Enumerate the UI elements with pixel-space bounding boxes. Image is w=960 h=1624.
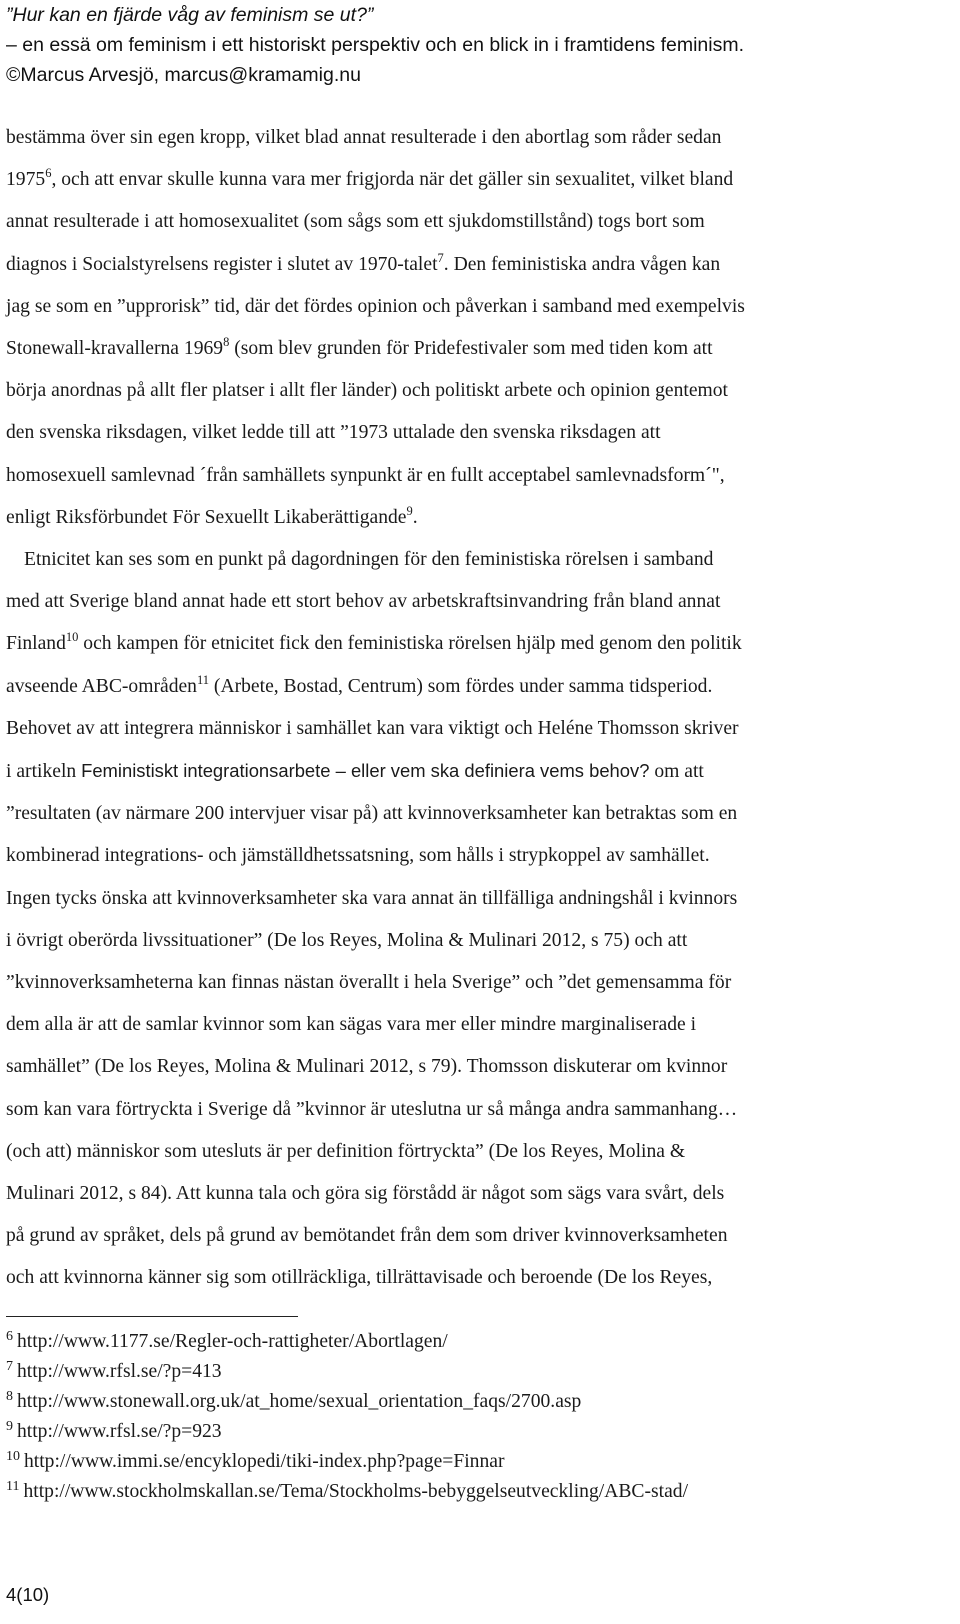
text-line: 1975$^6$, och att envar skulle kunna vara mer frigjorda när det gäller sin sexualitet, vilket bland [6,166,734,191]
text-line: den svenska riksdagen, vilket ledde till att ”1973 uttalade den svenska riksdagen att [6,422,661,444]
footnote-ref[interactable]: 10 [65,630,79,645]
footnote-10: $^{10}$ http://www.immi.se/encyklopedi/tiki-index.php?page=Finnar [6,1449,505,1472]
text-line: kombinerad integrations- och jämställdhetssatsning, som hålls i strypkoppel av samhället. [6,845,710,867]
paragraph-start: Etnicitet kan ses som en punkt på dagordningen för den feministiska rörelsen i samband [24,549,714,571]
footnote-link[interactable]: http://www.immi.se/encyklopedi/tiki-index.php?page=Finnar [24,1451,505,1472]
text-line: på grund av språket, dels på grund av bemötandet från dem som driver kvinnoverksamheten [6,1225,728,1247]
footnote-link[interactable]: http://www.rfsl.se/?p=923 [17,1421,222,1442]
text-line: och att kvinnorna känner sig som otillräckliga, tillrättavisade och beroende (De los Reyes, [6,1267,713,1289]
footnote-6: $^6$ http://www.1177.se/Regler-och-rattigheter/Abortlagen/ [6,1329,448,1352]
footnote-8: $^8$ http://www.stonewall.org.uk/at_home/sexual_orientation_faqs/2700.asp [6,1389,582,1412]
text-line: med att Sverige bland annat hade ett stort behov av arbetskraftsinvandring från bland annat [6,591,721,613]
text-line: i artikeln Feministiskt integrationsarbete – eller vem ska definiera vems behov? om att [6,760,704,783]
footnote-ref[interactable]: 7 [437,250,444,265]
footnote-ref[interactable]: 6 [45,166,52,181]
body-text [6,117,946,1300]
footnote-link[interactable]: http://www.stockholmskallan.se/Tema/Stockholms-bebyggelseutveckling/ABC-stad/ [23,1481,689,1502]
text-line: som kan vara förtryckta i Sverige då ”kvinnor är uteslutna ur så många andra sammanhang… [6,1098,738,1120]
author-line: ©Marcus Arvesjö, marcus@kramamig.nu [6,64,361,86]
text-line: (och att) människor som utesluts är per definition förtryckta” (De los Reyes, Molina & [6,1140,686,1162]
footnote-11: $^{11}$ http://www.stockholmskallan.se/Tema/Stockholms-bebyggelseutveckling/ABC-stad/ [6,1479,689,1502]
footnote-ref[interactable]: 11 [196,672,210,687]
footnotes [6,1328,946,1508]
text-line: Finland$^{10}$ och kampen för etnicitet fick den feministiska rörelsen hjälp med genom den politik [6,630,742,655]
page-header [6,0,946,90]
text-line: homosexuell samlevnad ´från samhällets synpunkt är en fullt acceptabel samlevnadsform´", [6,464,725,486]
page-number: 4(10) [6,1584,50,1605]
text-line: avseende ABC-områden$^{11}$ (Arbete, Bostad, Centrum) som fördes under samma tidsperiod. [6,672,713,697]
footnote-link[interactable]: http://www.1177.se/Regler-och-rattigheter/Abortlagen/ [17,1331,448,1352]
footnote-9: $^9$ http://www.rfsl.se/?p=923 [6,1419,222,1442]
essay-title: ”Hur kan en fjärde våg av feminism se ut?” [6,4,374,26]
text-line: diagnos i Socialstyrelsens register i slutet av 1970-talet$^7$. Den feministiska andra vågen kan [6,250,721,275]
text-line: annat resulterade i att homosexualitet (som sågs som ett sjukdomstillstånd) togs bort som [6,211,705,233]
text-line: bestämma över sin egen kropp, vilket blad annat resulterade i den abortlag som råder sedan [6,127,722,148]
text-line: Behovet av att integrera människor i samhället kan vara viktigt och Heléne Thomsson skriver [6,717,739,739]
text-line: i övrigt oberörda livssituationer” (De los Reyes, Molina & Mulinari 2012, s 75) och att [6,929,688,951]
footnote-link[interactable]: http://www.rfsl.se/?p=413 [17,1361,222,1382]
footnote-divider [6,1316,298,1317]
article-title: Feministiskt integrationsarbete – eller vem ska definiera vems behov? [81,760,650,782]
text-line: ”resultaten (av närmare 200 intervjuer visar på) att kvinnoverksamheter kan betraktas som en [6,803,738,825]
text-line: enligt Riksförbundet För Sexuellt Likaberättigande$^9$. [6,503,418,528]
text-line: samhället” (De los Reyes, Molina & Mulinari 2012, s 79). Thomsson diskuterar om kvinnor [6,1056,728,1078]
text-line: börja anordnas på allt fler platser i allt fler länder) och politiskt arbete och opinion gentemot [6,380,729,402]
essay-subtitle: – en essä om feminism i ett historiskt perspektiv och en blick in i framtidens feminism. [6,34,745,56]
footnote-ref[interactable]: 9 [406,503,413,518]
text-line: jag se som en ”upprorisk” tid, där det fördes opinion och påverkan i samband med exempelvis [6,295,745,317]
text-line: Mulinari 2012, s 84). Att kunna tala och göra sig förstådd är något som sägs vara svårt, dels [6,1183,725,1205]
footnote-ref[interactable]: 8 [223,335,230,350]
footnote-link[interactable]: http://www.stonewall.org.uk/at_home/sexual_orientation_faqs/2700.asp [17,1391,582,1412]
footnote-7: $^7$ http://www.rfsl.se/?p=413 [6,1359,222,1382]
text-line: Ingen tycks önska att kvinnoverksamheter ska vara annat än tillfälliga andningshål i kvinnors [6,887,738,909]
text-line: ”kvinnoverksamheterna kan finnas nästan överallt i hela Sverige” och ”det gemensamma för [6,972,732,994]
text-line: Stonewall-kravallerna 1969$^8$ (som blev grunden för Pridefestivaler som med tiden kom att [6,335,713,360]
text-line: dem alla är att de samlar kvinnor som kan sägas vara mer eller mindre marginaliserade i [6,1014,697,1036]
